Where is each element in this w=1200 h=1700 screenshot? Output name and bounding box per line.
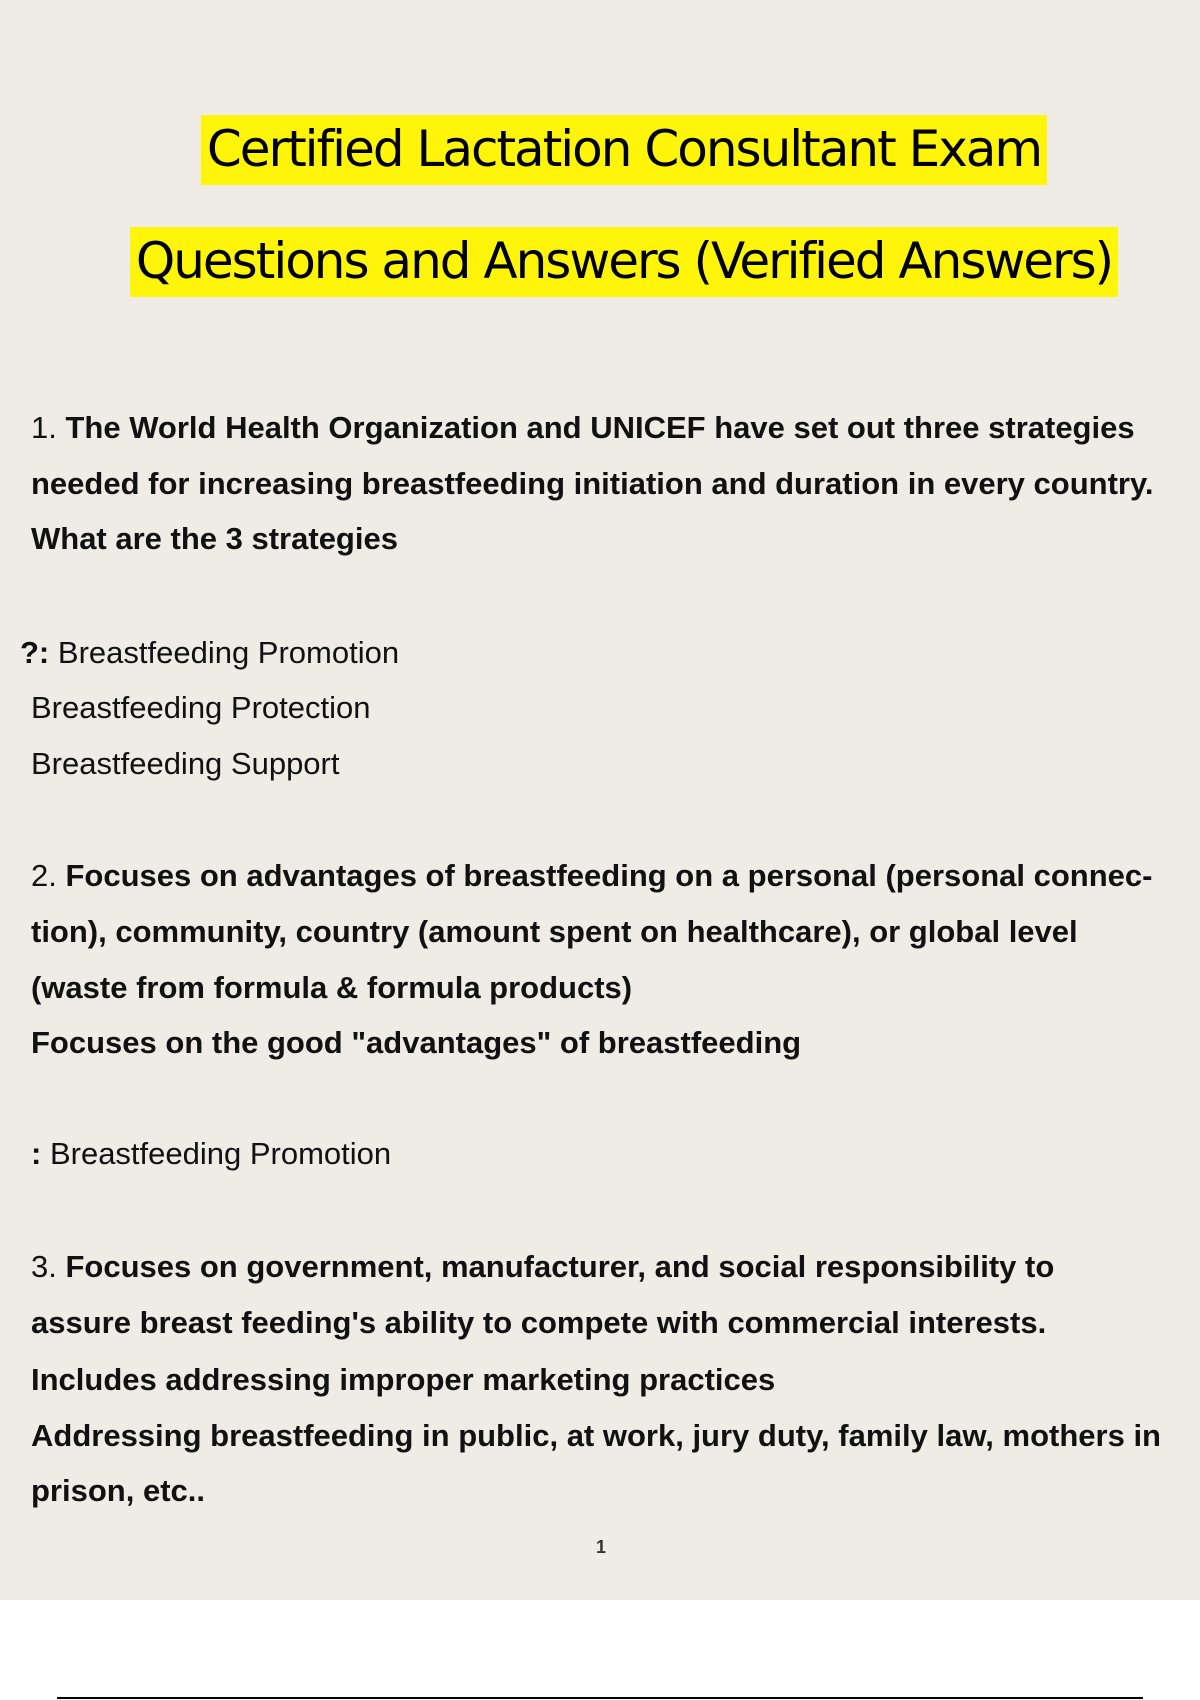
question-1-text-line-3: What are the 3 strategies — [31, 521, 398, 556]
answer-2-prefix: : — [31, 1136, 42, 1171]
question-3-line-1 — [31, 1249, 1054, 1285]
question-2-line-1 — [31, 858, 1152, 894]
question-3-text-line-3: Includes addressing improper marketing practices — [31, 1362, 776, 1397]
document-title — [0, 115, 1200, 297]
title-line-1: Certified Lactation Consultant Exam — [201, 115, 1047, 185]
answer-1-line-1 — [20, 635, 399, 671]
answer-1-text-line-2: Breastfeeding Protection — [31, 690, 371, 725]
answer-1-prefix: ?: — [20, 635, 50, 670]
title-line-2: Questions and Answers (Verified Answers) — [130, 227, 1118, 297]
question-2-text-line-3: (waste from formula & formula products) — [31, 970, 633, 1005]
question-1-text-line-2: needed for increasing breastfeeding initiation and duration in every country. — [31, 466, 1154, 501]
question-3-text-line-1: Focuses on government, manufacturer, and social responsibility to — [65, 1249, 1055, 1284]
question-2-number: 2. — [31, 858, 57, 893]
question-3-text-line-2: assure breast feeding's ability to compete with commercial interests. — [31, 1305, 1047, 1340]
page-number: 1 — [596, 1537, 607, 1557]
question-1-number: 1. — [31, 410, 57, 445]
answer-2 — [31, 1136, 391, 1172]
answer-1-text-line-3: Breastfeeding Support — [31, 746, 340, 781]
answer-1-text-line-1: Breastfeeding Promotion — [57, 635, 400, 670]
question-2-text-line-1: Focuses on advantages of breastfeeding on a personal (personal connec- — [65, 858, 1153, 893]
question-2-text-line-2: tion), community, country (amount spent on healthcare), or global level — [31, 914, 1078, 949]
question-3-text-line-5: prison, etc.. — [31, 1473, 205, 1508]
question-1-text-line-1: The World Health Organization and UNICEF have set out three strategies — [65, 410, 1135, 445]
question-1-line-1 — [31, 410, 1135, 446]
question-2-text-line-4: Focuses on the good "advantages" of breastfeeding — [31, 1025, 802, 1060]
answer-2-text: Breastfeeding Promotion — [49, 1136, 392, 1171]
footer-divider — [57, 1697, 1143, 1699]
question-3-number: 3. — [31, 1249, 57, 1284]
question-3-text-line-4: Addressing breastfeeding in public, at work, jury duty, family law, mothers in — [31, 1418, 1161, 1453]
